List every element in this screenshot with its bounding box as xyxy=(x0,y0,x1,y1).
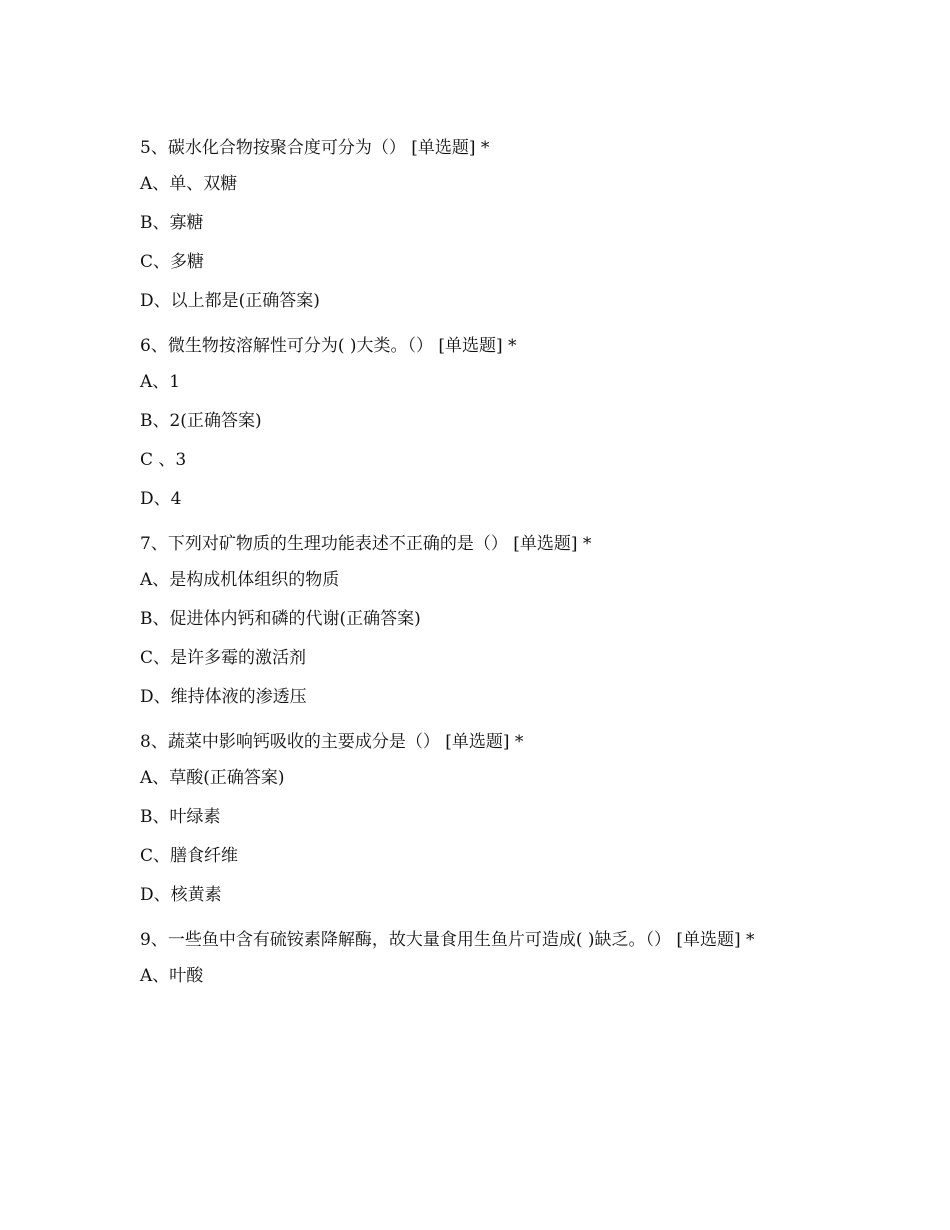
question-block-7 xyxy=(140,526,810,710)
option-item: C 、3 xyxy=(140,450,187,470)
question-text: 9、一些鱼中含有硫铵素降解酶，故大量食用生鱼片可造成( )缺乏。（） [单选题] * xyxy=(140,930,755,950)
document-page xyxy=(140,130,810,1003)
option-item: A、草酸(正确答案) xyxy=(140,768,285,788)
option-item: A、1 xyxy=(140,372,181,392)
question-block-5 xyxy=(140,130,810,314)
option-item: C、膳食纤维 xyxy=(140,846,239,866)
option-item: A、叶酸 xyxy=(140,966,204,986)
question-block-6 xyxy=(140,328,810,512)
option-item: B、叶绿素 xyxy=(140,807,221,827)
question-text: 6、微生物按溶解性可分为( )大类。（） [单选题] * xyxy=(140,336,517,356)
option-item: B、促进体内钙和磷的代谢(正确答案) xyxy=(140,609,421,629)
question-block-9 xyxy=(140,922,810,989)
option-item: D、核黄素 xyxy=(140,885,222,905)
option-item: D、4 xyxy=(140,489,182,509)
question-block-8 xyxy=(140,724,810,908)
option-item: B、寡糖 xyxy=(140,213,204,233)
option-item: D、维持体液的渗透压 xyxy=(140,687,307,707)
option-item: C、是许多霉的激活剂 xyxy=(140,648,307,668)
option-item: A、是构成机体组织的物质 xyxy=(140,570,340,590)
question-text: 5、碳水化合物按聚合度可分为（） [单选题] * xyxy=(140,138,490,158)
question-text: 7、下列对矿物质的生理功能表述不正确的是（） [单选题] * xyxy=(140,534,592,554)
option-item: D、以上都是(正确答案) xyxy=(140,291,320,311)
option-item: C、多糖 xyxy=(140,252,205,272)
option-item: B、2(正确答案) xyxy=(140,411,262,431)
question-text: 8、蔬菜中影响钙吸收的主要成分是（） [单选题] * xyxy=(140,732,524,752)
option-item: A、单、双糖 xyxy=(140,174,238,194)
